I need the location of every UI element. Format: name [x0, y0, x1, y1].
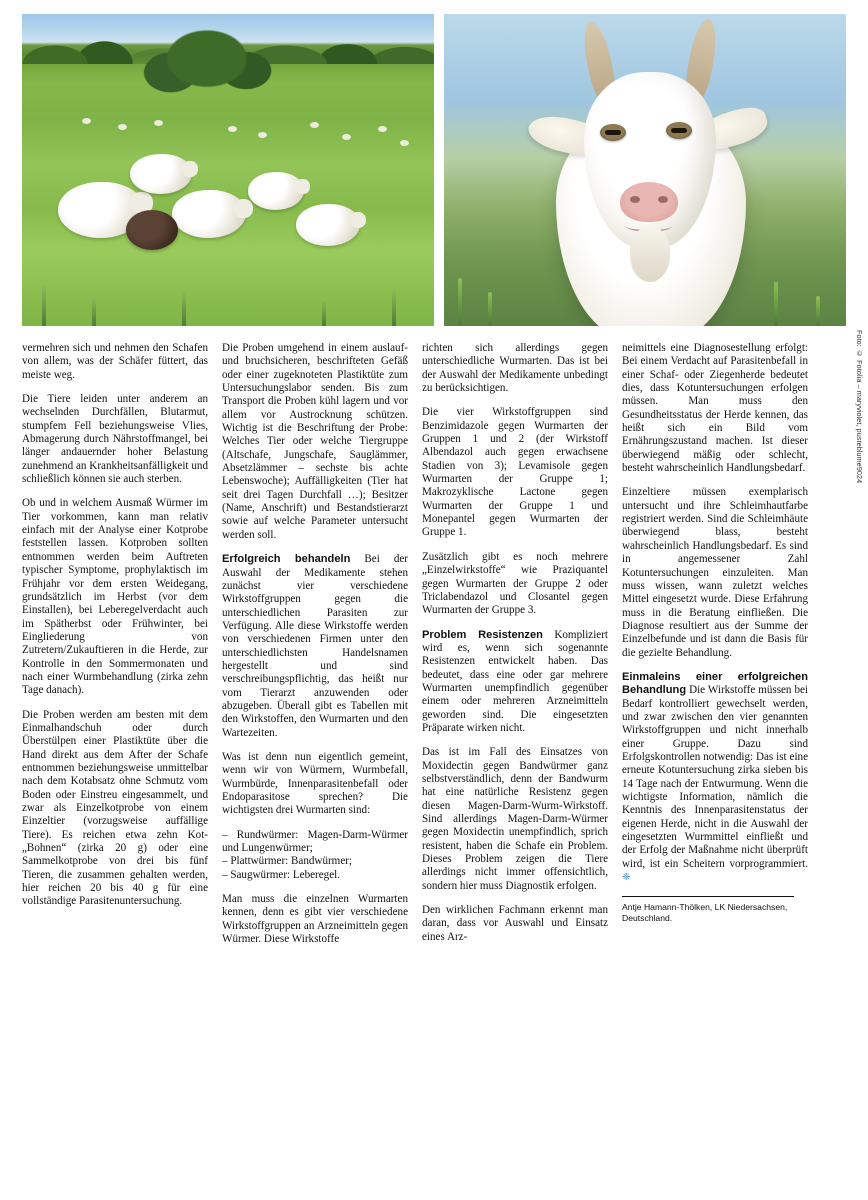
sheep	[248, 172, 304, 210]
paragraph-text: Bei der Auswahl der Medikamente stehen zunächst vier verschiedene Wirkstoffgruppen gegen die unterschiedlichen Parasiten zur Verfügung. Alle diese Wirkstoffe werden von verschiedenen Firmen unter den unterschiedlichsten Handelsnamen hergestellt und sind verschreibungspflichtig, das heißt nur vom Tierarzt anzuwenden oder abzugeben. Überall gibt es Tabellen mit den Wirkstoffen, den Wurmarten und den Wartezeiten.	[222, 553, 408, 739]
distant-sheep	[258, 132, 267, 138]
paragraph: Ob und in welchem Ausmaß Würmer im Tier vorkommen, kann man relativ einfach mit der Analyse einer Kotprobe feststellen lassen. Kotproben sollten entnommen werden beim Auftreten typischer Symptome, prophylaktisch im Frühjahr vor dem ersten Weidegang, grundsätzlich im Herbst (vor dem Einstallen), bei Leberegelverdacht auch im Spätherbst oder Frühwinter, bei Eingliederung von Zutretern/Zukauftieren in die Herde, zur Kontrolle in den Sommermonaten und nach einer Wurmbehandlung (zirka zehn Tage danach).	[22, 497, 208, 697]
grass-blade	[816, 296, 820, 326]
goat-beard	[630, 228, 670, 282]
grass-blade	[182, 290, 186, 326]
paragraph: Die Proben umgehend in einem auslauf- und bruchsicheren, beschrifteten Gefäß oder einer zugeknoteten Plastiktüte zum Untersuchungslabor senden. Bis zum Transport die Proben kühl lagern und vor allem vor Austrocknung schützen. Wichtig ist die Beschriftung der Probe: Welches Tier oder welche Tiergruppe (Altschafe, Jungschafe, Sauglämmer, Absetzlämmer – sechste bis achte Lebenswoche); Auffälligkeiten (Tier hat seit drei Tagen Durchfall …); Besitzer (Name, Anschrift) und Bestandstierarzt sowie auf welche Parameter untersucht werden soll.	[222, 342, 408, 541]
distant-sheep	[342, 134, 351, 140]
text-column-2	[222, 342, 408, 957]
goat-eye-left	[600, 124, 626, 141]
distant-sheep	[378, 126, 387, 132]
author-footnote-block	[622, 896, 808, 923]
text-column-3	[422, 342, 608, 957]
distant-sheep	[228, 126, 237, 132]
large-tree	[142, 14, 272, 100]
goat-eye-right	[666, 122, 692, 139]
distant-sheep	[154, 120, 163, 126]
grass-blade	[458, 278, 462, 326]
goat-nostril-right	[658, 196, 668, 203]
distant-sheep	[310, 122, 319, 128]
author-credit: Antje Hamann-Thölken, LK Niedersachsen, Deutschland.	[622, 902, 788, 923]
text-column-4	[622, 342, 808, 957]
grass-blade	[774, 282, 778, 326]
sheep	[296, 204, 360, 246]
photo-goat-portrait	[444, 14, 846, 326]
paragraph: Die Proben werden am besten mit dem Einmalhandschuh oder durch Überstülpen einer Plastiktüte über die Hand direkt aus dem After der Schafe entnommen beziehungsweise unmittelbar nach dem Kotabsatz ohne Schmutz vom Boden oder Einstreu eingesammelt, und zwar als Einzelkotprobe von einem Einzeltier (vorzugsweise auffällige Tiere). Es reichen etwa zehn Kot-„Bohnen“ (zirka 20 g) oder eine Sammelkotprobe von drei bis fünf Tieren, die zusammen gehalten werden, hier reichen 20 bis 40 g für eine vollständige Parasitenuntersuchung.	[22, 708, 208, 908]
worm-type-list	[222, 829, 408, 882]
paragraph-with-heading	[622, 671, 808, 885]
list-item: – Rundwürmer: Magen-Darm-Würmer und Lungenwürmer;	[222, 828, 408, 855]
photo-row	[22, 14, 846, 326]
photo-sheep-pasture	[22, 14, 434, 326]
goat-nostril-left	[630, 196, 640, 203]
paragraph: Das ist im Fall des Einsatzes von Moxidectin gegen Bandwürmer ganz selbstverständlich, denn der Bandwurm hat eine natürliche Resistenz gegen diesen Magen-Darm-Wurm-Wirkstoff. Sind allerdings Magen-Darm-Würmer gegen Moxidectin unempfindlich, sprich resistent, haben die Schafe ein Problem. Dieses Problem zeigen die Tiere allerdings nicht immer offensichtlich, sondern hier muss Diagnostik erfolgen.	[422, 746, 608, 892]
footnote-divider	[622, 896, 794, 897]
paragraph: vermehren sich und nehmen den Schafen von allem, was der Schäfer füttert, das meiste weg.	[22, 342, 208, 381]
sheep	[172, 190, 246, 238]
paragraph: richten sich allerdings gegen unterschiedliche Wurmarten. Das ist bei der Auswahl der Medikamente unbedingt zu berücksichtigen.	[422, 342, 608, 395]
section-heading-einmaleins: Einmaleins einer erfolgreichen Behandlung	[622, 670, 808, 697]
paragraph: Man muss die einzelnen Wurmarten kennen, denn es gibt vier verschiedene Wirkstoffgruppen an Arzneimitteln gegen Würmer. Diese Wirkstoffe	[222, 893, 408, 946]
paragraph: Die vier Wirkstoffgruppen sind Benzimidazole gegen Wurmarten der Gruppen 1 und 2 (der Wirkstoff Albendazol auch gegen erwachsene Stadien von 3); Levamisole gegen Wurmarten der Gruppe 1; Makrozyklische Lactone gegen Wurmarten der Gruppe 1 und Monepantel gegen Wurmarten der Gruppe 1.	[422, 406, 608, 539]
dark-lamb	[126, 210, 178, 250]
section-heading-erfolgreich-behandeln: Erfolgreich behandeln	[222, 553, 351, 566]
distant-sheep	[82, 118, 91, 124]
grass-blade	[42, 284, 46, 326]
distant-sheep	[118, 124, 127, 130]
list-item: – Plattwürmer: Bandwürmer;	[222, 855, 353, 868]
paragraph-text: Die Wirkstoffe müssen bei Bedarf kontrolliert gewechselt werden, und zwar zwischen den vier genannten Wirkstoffgruppen und nicht innerhalb einer Gruppe. Dazu sind Erfolgskontrollen notwendig: Das ist eine erneute Kotuntersuchung zirka sieben bis 14 Tage nach der Entwurmung. Wenn die wichtigste Information, nämlich die Kenntnis des Innenparasitenstatus der eigenen Herde, nicht in die Auswahl der eingesetzten Wurmmittel einfließt und der Erfolg der Maßnahme nicht überprüft wird, ist ein Scheitern vorprogrammiert.	[622, 684, 808, 870]
paragraph: Die Tiere leiden unter anderem an wechselnden Durchfällen, Blutarmut, stumpfem Fell beziehungsweise Vlies, Abmagerung durch Nährstoffmangel, bei länger andauernder hoher Belastung zunehmend an Krankheitsanfälligkeit und schließlich können sie auch sterben.	[22, 393, 208, 486]
grass-blade	[92, 296, 96, 326]
section-heading-problem-resistenzen: Problem Resistenzen	[422, 628, 543, 641]
article-body	[22, 342, 832, 957]
photo-credit: Foto: © Fotolia – maryviolet, pusteblume9024	[855, 330, 864, 484]
grass-blade	[392, 288, 396, 326]
goat-nose	[620, 182, 678, 222]
text-column-1	[22, 342, 208, 957]
grass-blade	[322, 298, 326, 326]
paragraph-with-heading	[222, 553, 408, 740]
distant-sheep	[400, 140, 409, 146]
list-item: – Saugwürmer: Leberegel.	[222, 868, 340, 881]
paragraph: neimittels eine Diagnosestellung erfolgt: Bei einem Verdacht auf Parasitenbefall in einer Schaf- oder Ziegenherde bedeutet dies, dass Kotuntersuchungen erfolgen müssen. Man muss den Gesundheitsstatus der Herde kennen, das heißt sich ein Bild vom Ernährungszustand machen. Ist dieser überwiegend mäßig oder schlecht, besteht wahrscheinlich Handlungsbedarf.	[622, 342, 808, 475]
paragraph: Was ist denn nun eigentlich gemeint, wenn wir von Würmern, Wurmbefall, Wurmbürde, Innenparasitenbefall oder Endoparasitose sprechen? Die wichtigsten drei Wurmarten sind:	[222, 750, 408, 817]
paragraph-text: Kompliziert wird es, wenn sich sogenannte Resistenzen entwickelt haben. Das bedeutet, dass eine oder gar mehrere Wurmarten unempfindlich gegenüber einem oder mehreren Arzneimitteln geworden sind. Die eingesetzten Präparate wirken nicht.	[422, 628, 608, 734]
grass-blade	[488, 292, 492, 326]
paragraph: Zusätzlich gibt es noch mehrere „Einzelwirkstoffe“ wie Praziquantel gegen Wurmarten der Gruppe 2 oder Triclabendazol und Closantel gegen Wurmarten der Gruppe 3.	[422, 550, 608, 617]
end-of-article-mark: ❈	[622, 872, 631, 884]
paragraph: Einzeltiere müssen exemplarisch untersucht und ihre Schleimhautfarbe registriert werden. Sind die Schleimhäute überwiegend blass, besteht wahrscheinlich Handlungsbedarf. Es sind in angemessener Zahl Kotuntersuchungen einzuleiten. Man muss wissen, wann zuletzt welches Mittel eingesetzt wurde. Diese Erfahrung muss in die Beratung einfließen. Die Diagnose resultiert aus der Summe der Einzelbefunde und ist dann die Basis für die gezielte Behandlung.	[622, 486, 808, 659]
paragraph: Den wirklichen Fachmann erkennt man daran, dass vor Auswahl und Einsatz eines Arz-	[422, 904, 608, 943]
paragraph-with-heading	[422, 629, 608, 736]
sheep	[130, 154, 192, 194]
